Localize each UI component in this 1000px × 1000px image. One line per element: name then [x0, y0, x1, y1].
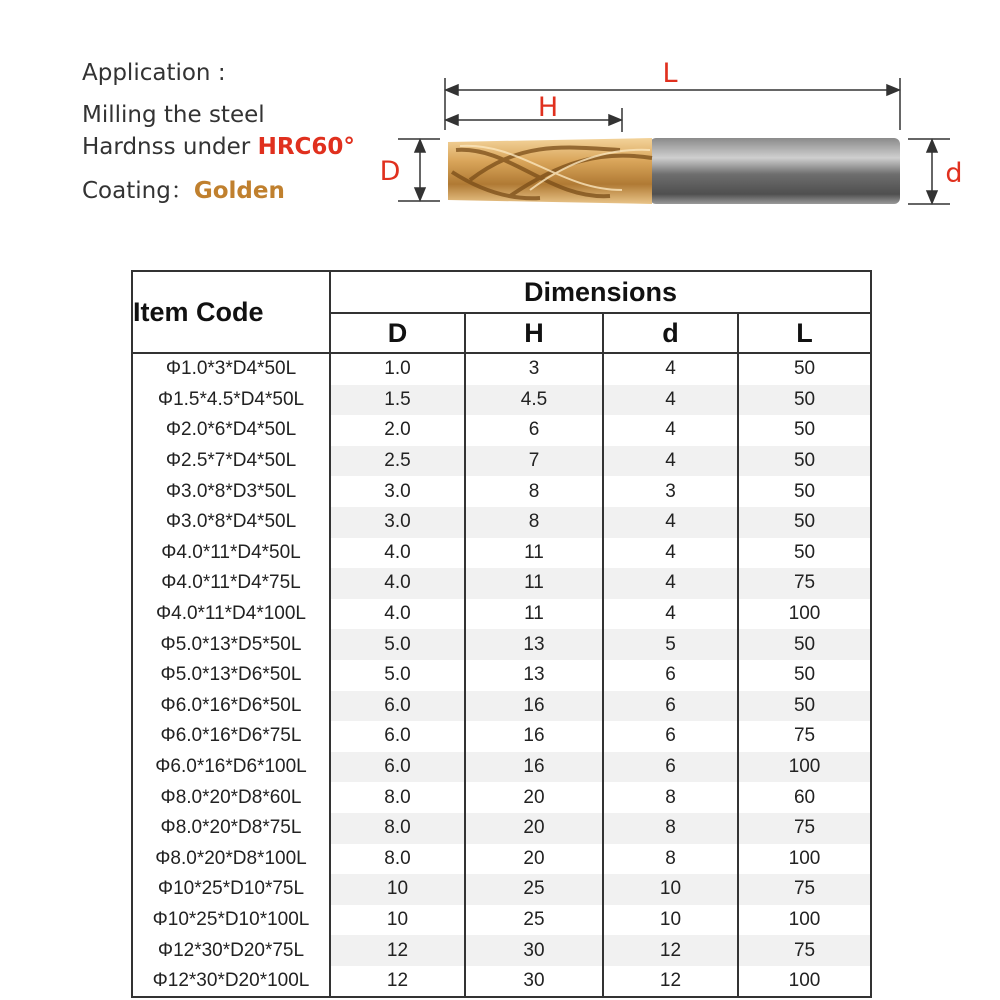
cell-H: 6 [465, 415, 603, 446]
cell-D: 8.0 [330, 813, 465, 844]
item-code: Φ12*30*D20*100L [132, 966, 330, 998]
cell-H: 16 [465, 752, 603, 783]
table-row [132, 599, 871, 630]
cell-H: 20 [465, 813, 603, 844]
cell-d: 4 [603, 415, 738, 446]
cell-d: 12 [603, 966, 738, 998]
header-dimensions: Dimensions [330, 271, 871, 313]
cell-d: 4 [603, 568, 738, 599]
cell-d: 4 [603, 507, 738, 538]
cell-L: 50 [738, 446, 871, 477]
application-line-milling: Milling the steel [82, 102, 265, 128]
cell-D: 5.0 [330, 629, 465, 660]
cell-L: 50 [738, 353, 871, 385]
cell-L: 100 [738, 905, 871, 936]
item-code: Φ8.0*20*D8*100L [132, 844, 330, 875]
dimensions-table [131, 270, 872, 998]
table-row [132, 935, 871, 966]
cell-H: 8 [465, 507, 603, 538]
cell-d: 10 [603, 905, 738, 936]
cell-H: 8 [465, 476, 603, 507]
cell-D: 2.5 [330, 446, 465, 477]
table-row [132, 721, 871, 752]
header-H: H [465, 313, 603, 353]
item-code: Φ2.0*6*D4*50L [132, 415, 330, 446]
table-row [132, 476, 871, 507]
end-mill-diagram [360, 50, 1000, 220]
item-code: Φ8.0*20*D8*75L [132, 813, 330, 844]
cell-L: 100 [738, 752, 871, 783]
cell-D: 6.0 [330, 752, 465, 783]
cell-d: 4 [603, 446, 738, 477]
cell-L: 100 [738, 844, 871, 875]
table-row [132, 691, 871, 722]
hardness-prefix: Hardnss under [82, 134, 258, 160]
item-code: Φ5.0*13*D5*50L [132, 629, 330, 660]
table-row [132, 568, 871, 599]
cell-d: 6 [603, 752, 738, 783]
table-row [132, 660, 871, 691]
item-code: Φ2.5*7*D4*50L [132, 446, 330, 477]
label-H: H [537, 92, 559, 123]
table-row [132, 507, 871, 538]
cell-L: 100 [738, 966, 871, 998]
table-row [132, 905, 871, 936]
label-L: L [662, 58, 678, 89]
cell-D: 6.0 [330, 721, 465, 752]
table-row [132, 353, 871, 385]
cell-H: 25 [465, 905, 603, 936]
cell-L: 75 [738, 568, 871, 599]
cell-L: 50 [738, 476, 871, 507]
cell-D: 12 [330, 935, 465, 966]
cell-d: 6 [603, 660, 738, 691]
cell-L: 60 [738, 782, 871, 813]
cell-d: 8 [603, 782, 738, 813]
item-code: Φ5.0*13*D6*50L [132, 660, 330, 691]
table-row [132, 629, 871, 660]
item-code: Φ1.0*3*D4*50L [132, 353, 330, 385]
cell-H: 25 [465, 874, 603, 905]
table-row [132, 538, 871, 569]
table-row [132, 966, 871, 998]
cell-H: 16 [465, 721, 603, 752]
cell-L: 50 [738, 507, 871, 538]
cell-D: 3.0 [330, 476, 465, 507]
table-row [132, 874, 871, 905]
cell-d: 5 [603, 629, 738, 660]
cell-d: 12 [603, 935, 738, 966]
item-code: Φ6.0*16*D6*75L [132, 721, 330, 752]
cell-D: 8.0 [330, 844, 465, 875]
cell-d: 4 [603, 538, 738, 569]
cell-d: 6 [603, 721, 738, 752]
item-code: Φ6.0*16*D6*50L [132, 691, 330, 722]
dimension-d [908, 139, 950, 204]
cell-L: 50 [738, 385, 871, 416]
label-d: d [945, 158, 963, 189]
cell-H: 7 [465, 446, 603, 477]
table-row [132, 752, 871, 783]
cell-H: 30 [465, 935, 603, 966]
cell-D: 1.5 [330, 385, 465, 416]
cell-L: 50 [738, 629, 871, 660]
cell-L: 50 [738, 691, 871, 722]
cell-D: 4.0 [330, 538, 465, 569]
cell-d: 4 [603, 353, 738, 385]
header-item-code: Item Code [132, 271, 330, 353]
cell-d: 4 [603, 385, 738, 416]
cell-L: 100 [738, 599, 871, 630]
header-D: D [330, 313, 465, 353]
cell-d: 10 [603, 874, 738, 905]
cell-L: 75 [738, 874, 871, 905]
cell-L: 50 [738, 660, 871, 691]
cell-D: 8.0 [330, 782, 465, 813]
table-row [132, 782, 871, 813]
cell-H: 3 [465, 353, 603, 385]
cell-D: 2.0 [330, 415, 465, 446]
cell-D: 1.0 [330, 353, 465, 385]
application-line-hardness [82, 134, 355, 160]
application-heading: Application : [82, 60, 226, 86]
cell-H: 11 [465, 538, 603, 569]
cell-H: 11 [465, 568, 603, 599]
cell-H: 13 [465, 629, 603, 660]
table-row [132, 446, 871, 477]
cell-H: 11 [465, 599, 603, 630]
end-mill-tool [448, 138, 900, 204]
item-code: Φ8.0*20*D8*60L [132, 782, 330, 813]
dimension-H [446, 108, 622, 132]
coating-prefix: Coating： [82, 178, 194, 204]
item-code: Φ3.0*8*D3*50L [132, 476, 330, 507]
item-code: Φ6.0*16*D6*100L [132, 752, 330, 783]
item-code: Φ10*25*D10*75L [132, 874, 330, 905]
cell-D: 10 [330, 874, 465, 905]
cell-H: 16 [465, 691, 603, 722]
cell-L: 75 [738, 813, 871, 844]
cell-L: 75 [738, 935, 871, 966]
item-code: Φ3.0*8*D4*50L [132, 507, 330, 538]
cell-H: 20 [465, 844, 603, 875]
table-row [132, 385, 871, 416]
item-code: Φ4.0*11*D4*100L [132, 599, 330, 630]
cell-H: 4.5 [465, 385, 603, 416]
cell-D: 4.0 [330, 599, 465, 630]
shank [650, 138, 900, 204]
hardness-value: HRC60° [257, 134, 355, 160]
cell-d: 4 [603, 599, 738, 630]
cell-d: 8 [603, 844, 738, 875]
item-code: Φ4.0*11*D4*50L [132, 538, 330, 569]
cell-d: 6 [603, 691, 738, 722]
cell-H: 30 [465, 966, 603, 998]
dimension-D [398, 139, 440, 201]
cell-D: 4.0 [330, 568, 465, 599]
table-row [132, 415, 871, 446]
cell-H: 13 [465, 660, 603, 691]
cell-H: 20 [465, 782, 603, 813]
header-L: L [738, 313, 871, 353]
item-code: Φ12*30*D20*75L [132, 935, 330, 966]
cell-D: 3.0 [330, 507, 465, 538]
cell-L: 75 [738, 721, 871, 752]
header-d: d [603, 313, 738, 353]
cell-d: 8 [603, 813, 738, 844]
application-line-coating [82, 172, 285, 205]
cell-D: 12 [330, 966, 465, 998]
cell-D: 10 [330, 905, 465, 936]
item-code: Φ10*25*D10*100L [132, 905, 330, 936]
item-code: Φ1.5*4.5*D4*50L [132, 385, 330, 416]
item-code: Φ4.0*11*D4*75L [132, 568, 330, 599]
coating-value: Golden [193, 178, 285, 204]
cell-d: 3 [603, 476, 738, 507]
cell-D: 6.0 [330, 691, 465, 722]
cell-L: 50 [738, 538, 871, 569]
table-row [132, 844, 871, 875]
table-row [132, 813, 871, 844]
cell-D: 5.0 [330, 660, 465, 691]
label-D: D [379, 156, 401, 187]
cell-L: 50 [738, 415, 871, 446]
